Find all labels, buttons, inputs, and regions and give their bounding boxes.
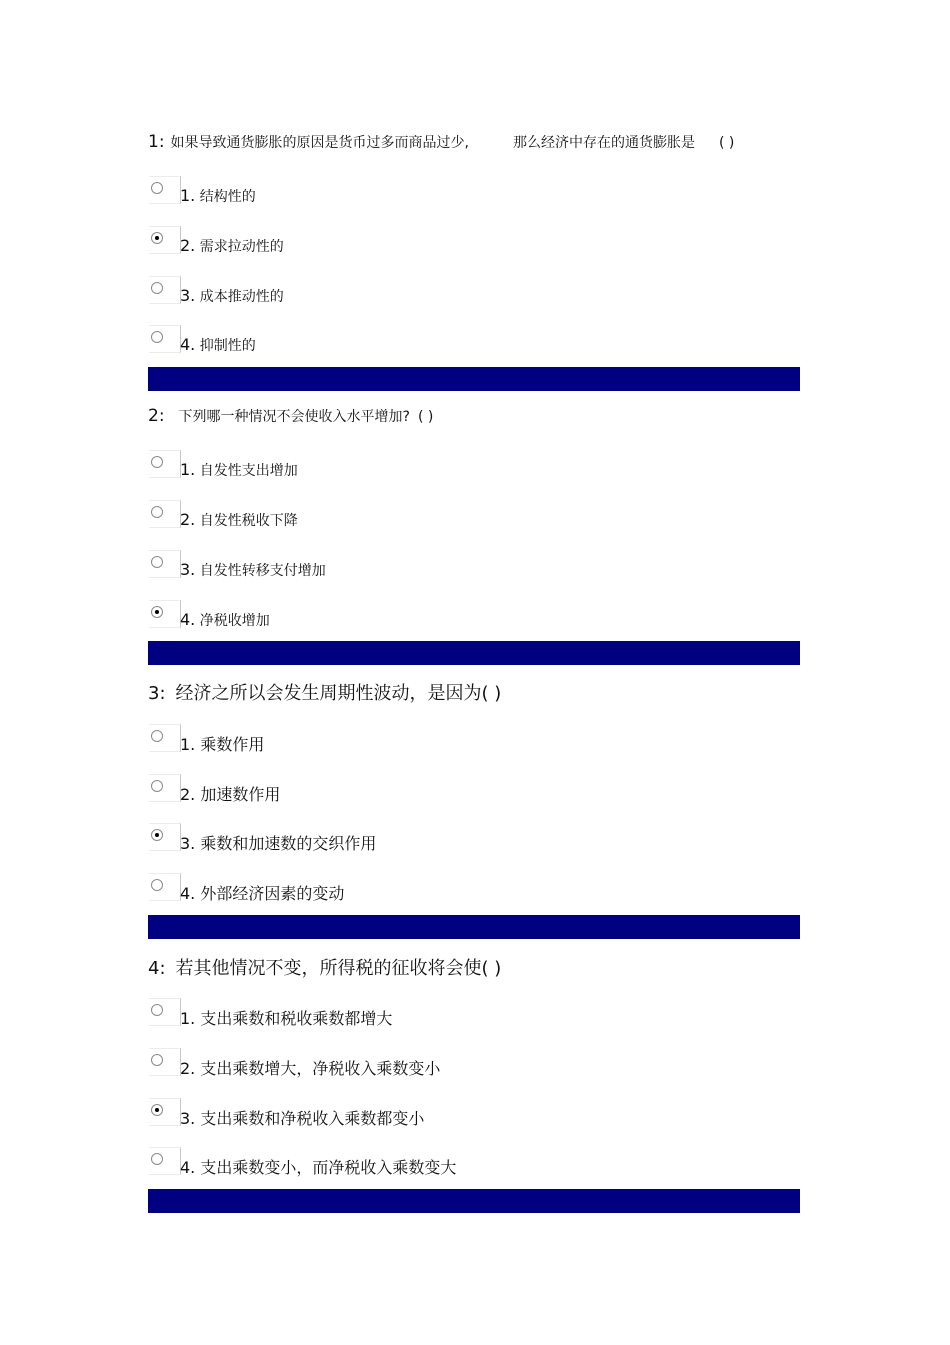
option-text: 1. 支出乘数和税收乘数都增大 xyxy=(180,1009,393,1028)
option-text: 3. 自发性转移支付增加 xyxy=(180,560,326,579)
question-number: 1: xyxy=(148,132,165,152)
option-text: 2. 自发性税收下降 xyxy=(180,510,298,529)
answer-blank: ( ) xyxy=(481,958,502,979)
option-text: 4. 抑制性的 xyxy=(180,335,256,354)
separator-bar xyxy=(148,915,800,939)
radio-button-selected[interactable] xyxy=(151,1104,163,1116)
radio-button-selected[interactable] xyxy=(151,829,163,841)
option-text: 4. 外部经济因素的变动 xyxy=(180,884,345,903)
radio-button-selected[interactable] xyxy=(151,232,163,244)
question-text: 若其他情况不变，所得税的征收将会使 xyxy=(175,958,482,979)
option-text: 2. 加速数作用 xyxy=(180,785,281,804)
radio-button[interactable] xyxy=(151,1054,163,1066)
option-text: 1. 乘数作用 xyxy=(180,735,265,754)
radio-button[interactable] xyxy=(151,1004,163,1016)
radio-button[interactable] xyxy=(151,331,163,343)
question-3-title xyxy=(148,679,501,705)
answer-blank: ( ) xyxy=(719,135,735,151)
option-text: 1. 结构性的 xyxy=(180,186,256,205)
question-4-title xyxy=(148,954,501,980)
option-text: 2. 支出乘数增大，净税收入乘数变小 xyxy=(180,1059,441,1078)
option-text: 3. 支出乘数和净税收入乘数都变小 xyxy=(180,1109,425,1128)
option-text: 3. 乘数和加速数的交织作用 xyxy=(180,834,377,853)
answer-blank: ( ) xyxy=(417,409,434,425)
question-text-continued: 那么经济中存在的通货膨胀是 xyxy=(513,135,695,151)
answer-blank: ( ) xyxy=(481,683,502,704)
radio-button[interactable] xyxy=(151,456,163,468)
radio-button[interactable] xyxy=(151,182,163,194)
radio-button[interactable] xyxy=(151,730,163,742)
radio-button[interactable] xyxy=(151,780,163,792)
radio-button[interactable] xyxy=(151,282,163,294)
question-number: 2: xyxy=(148,406,165,426)
question-number: 3: xyxy=(148,683,166,704)
question-number: 4: xyxy=(148,958,166,979)
separator-bar xyxy=(148,1189,800,1213)
question-1-title xyxy=(148,132,734,152)
option-text: 4. 支出乘数变小，而净税收入乘数变大 xyxy=(180,1158,457,1177)
separator-bar xyxy=(148,641,800,665)
option-text: 2. 需求拉动性的 xyxy=(180,236,284,255)
separator-bar xyxy=(148,367,800,391)
question-text: 下列哪一种情况不会使收入水平增加? xyxy=(178,409,410,425)
option-text: 4. 净税收增加 xyxy=(180,610,270,629)
radio-button-selected[interactable] xyxy=(151,606,163,618)
radio-button[interactable] xyxy=(151,506,163,518)
question-2-title xyxy=(148,406,433,426)
question-text: 如果导致通货膨胀的原因是货币过多而商品过少, xyxy=(170,135,469,151)
radio-button[interactable] xyxy=(151,879,163,891)
option-text: 1. 自发性支出增加 xyxy=(180,460,298,479)
radio-button[interactable] xyxy=(151,556,163,568)
radio-button[interactable] xyxy=(151,1153,163,1165)
option-text: 3. 成本推动性的 xyxy=(180,286,284,305)
question-text: 经济之所以会发生周期性波动，是因为 xyxy=(175,683,482,704)
